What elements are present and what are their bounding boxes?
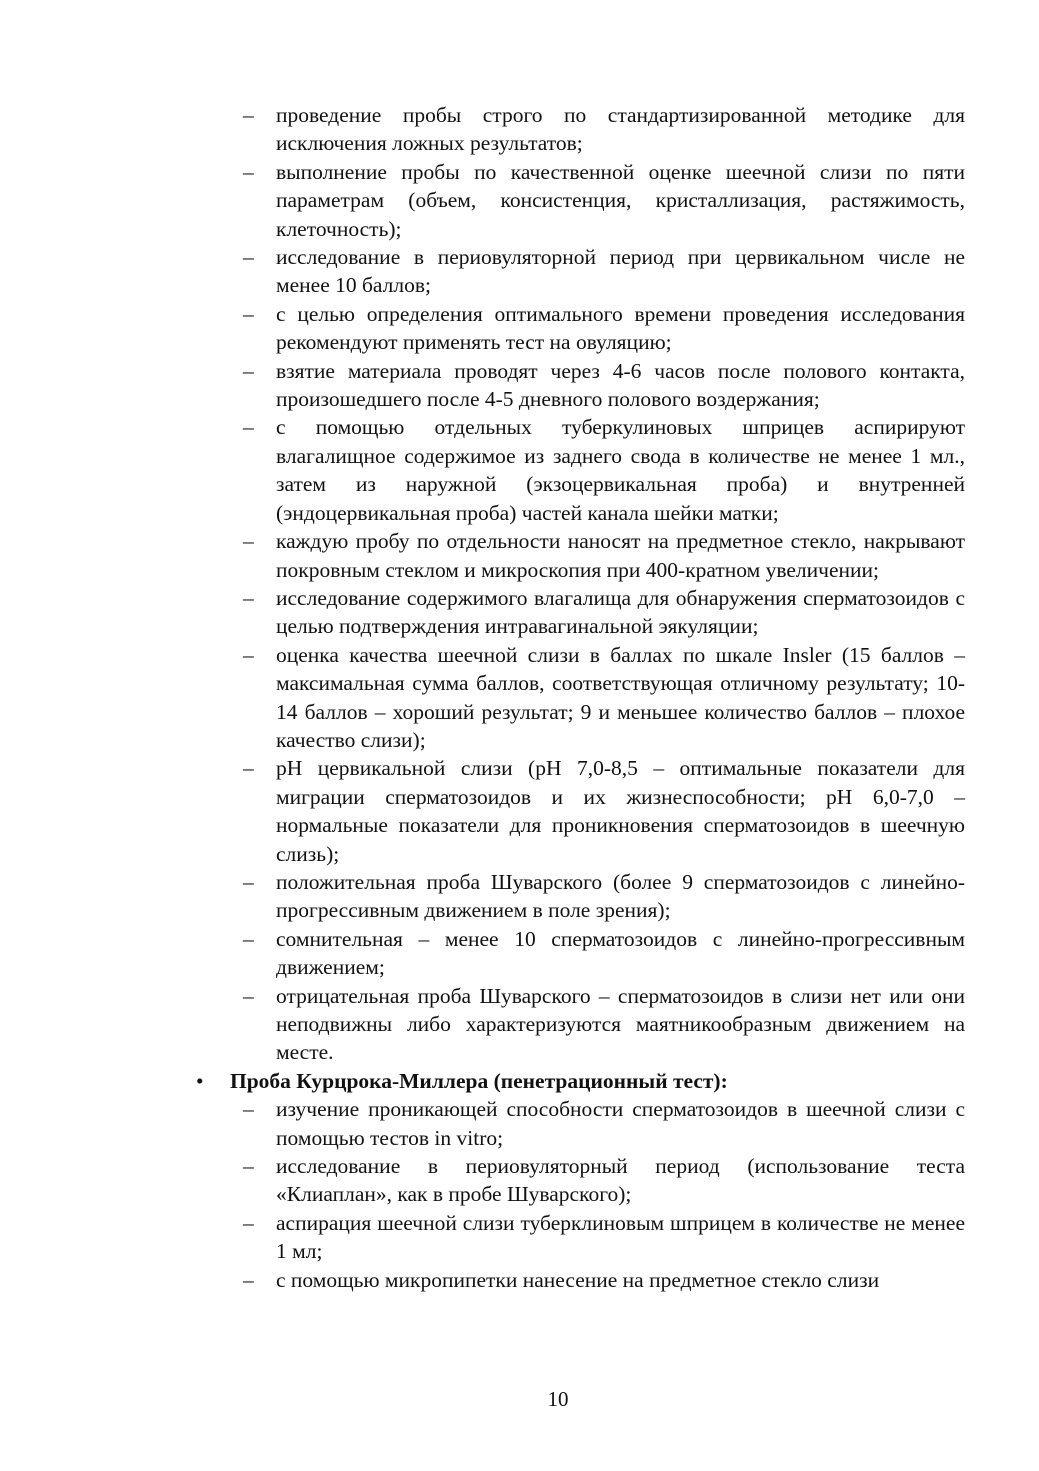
list-item-text: с помощью микропипетки нанесение на предметное стекло слизи bbox=[276, 1267, 880, 1292]
list-item-text: исследование в периовуляторный период (использование теста «Клиаплан», как в пробе Шуварского); bbox=[276, 1154, 965, 1207]
dash-icon: – bbox=[243, 983, 254, 1008]
dash-icon: – bbox=[243, 869, 254, 894]
list-item-text: с целью определения оптимального времени проведения исследования рекомендуют применять тест на овуляцию; bbox=[276, 301, 965, 355]
requirements-list bbox=[0, 101, 1039, 1294]
dash-icon: – bbox=[243, 245, 254, 270]
dash-icon: – bbox=[243, 1210, 254, 1235]
list-item bbox=[0, 754, 965, 868]
list-item-text: исследование содержимого влагалища для обнаружения сперматозоидов с целью подтверждения интравагинальной эякуляции; bbox=[276, 585, 965, 639]
page-number: 10 bbox=[547, 1387, 569, 1411]
dash-icon: – bbox=[243, 103, 254, 127]
list-item bbox=[0, 982, 965, 1067]
list-item bbox=[0, 527, 965, 584]
list-item-text: отрицательная проба Шуварского – сперматозоидов в слизи нет или они неподвижны либо характеризуются маятникообразным движением на месте. bbox=[276, 983, 965, 1065]
list-item bbox=[0, 357, 965, 414]
list-item-text: pH цервикальной слизи (pH 7,0-8,5 – оптимальные показатели для миграции сперматозоидов и их жизнеспособности; pH 6,0-7,0 – нормальные показатели для проникновения сперматозоидов в шеечную слизь); bbox=[276, 756, 965, 866]
list-item-text: с помощью отдельных туберкулиновых шприцев аспирируют влагалищное содержимое из заднего свода в количестве не менее 1 мл., затем из наружной (экзоцервикальная проба) и внутренней (эндоцервикальная проба) частей канала шейки матки; bbox=[276, 415, 965, 525]
section-heading-text: Проба Курцрока-Миллера (пенетрационный тест): bbox=[230, 1068, 728, 1093]
bullet-icon: • bbox=[196, 1068, 204, 1093]
list-item bbox=[0, 868, 965, 925]
list-item-text: взятие материала проводят через 4-6 часов после полового контакта, произошедшего после 4-5 дневного полового воздержания; bbox=[276, 358, 965, 412]
list-item-text: сомнительная – менее 10 сперматозоидов с линейно-прогрессивным движением; bbox=[276, 926, 965, 980]
section-heading bbox=[0, 1067, 965, 1095]
dash-icon: – bbox=[243, 301, 254, 326]
list-item-text: выполнение пробы по качественной оценке шеечной слизи по пяти параметрам (объем, консистенция, кристаллизация, растяжимость, клеточность); bbox=[276, 159, 965, 241]
dash-icon: – bbox=[243, 1097, 254, 1122]
list-item bbox=[0, 300, 965, 357]
dash-icon: – bbox=[243, 415, 254, 440]
list-item bbox=[0, 413, 965, 527]
list-item bbox=[0, 1095, 965, 1152]
dash-icon: – bbox=[243, 358, 254, 383]
dash-icon: – bbox=[243, 756, 254, 781]
list-item-text: проведение пробы строго по стандартизированной методике для исключения ложных результатов; bbox=[276, 103, 965, 156]
dash-icon: – bbox=[243, 529, 254, 554]
dash-icon: – bbox=[243, 926, 254, 951]
list-item-text: каждую пробу по отдельности наносят на предметное стекло, накрывают покровным стеклом и микроскопия при 400-кратном увеличении; bbox=[276, 529, 965, 582]
dash-icon: – bbox=[243, 159, 254, 184]
list-item bbox=[0, 1209, 965, 1266]
dash-icon: – bbox=[243, 1154, 254, 1179]
dash-icon: – bbox=[243, 1267, 254, 1292]
dash-icon: – bbox=[243, 642, 254, 667]
dash-icon: – bbox=[243, 585, 254, 610]
list-item bbox=[0, 1152, 965, 1209]
list-item bbox=[0, 101, 965, 158]
list-item bbox=[0, 925, 965, 982]
list-item bbox=[0, 158, 965, 243]
list-item bbox=[0, 1266, 965, 1294]
list-item bbox=[0, 641, 965, 755]
list-item-text: оценка качества шеечной слизи в баллах по шкале Insler (15 баллов – максимальная сумма баллов, соответствующая отличному результату; 10-14 баллов – хороший результат; 9 и меньшее количество баллов – плохое качество слизи); bbox=[276, 642, 965, 752]
list-item-text: положительная проба Шуварского (более 9 сперматозоидов с линейно-прогрессивным движением в поле зрения); bbox=[276, 869, 965, 923]
list-item-text: исследование в периовуляторной период при цервикальном числе не менее 10 баллов; bbox=[276, 245, 965, 298]
list-item-text: аспирация шеечной слизи туберклиновым шприцем в количестве не менее 1 мл; bbox=[276, 1210, 965, 1264]
list-item bbox=[0, 243, 965, 300]
list-item-text: изучение проникающей способности сперматозоидов в шеечной слизи с помощью тестов in vitro; bbox=[276, 1097, 965, 1150]
list-item bbox=[0, 584, 965, 641]
